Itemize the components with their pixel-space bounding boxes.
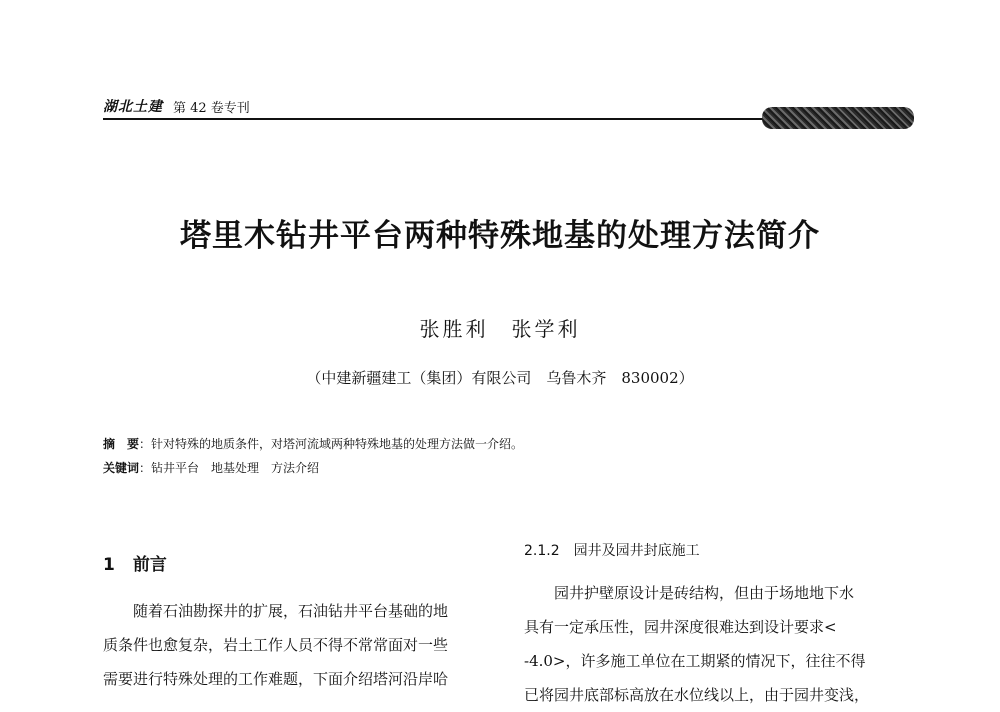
paragraph-line: 质条件也愈复杂，岩土工作人员不得不常常面对一些 [103,636,449,654]
left-column [103,594,503,696]
paragraph-line: 需要进行特殊处理的工作难题，下面介绍塔河沿岸哈 [103,670,449,688]
section-heading [103,550,167,575]
subsection-title: 园井及园井封底施工 [573,543,700,559]
journal-name: 湖北土建 [103,99,163,115]
right-column [524,536,916,712]
abstract-label: 摘 要 [103,437,140,451]
subsection-number: 2.1.2 [524,543,560,559]
header-rule [103,118,771,120]
keywords [103,459,319,476]
abstract-text: ：针对特殊的地质条件，对塔河流域两种特殊地基的处理方法做一介绍。 [139,437,524,451]
paragraph-line: -4.0>，许多施工单位在工期紧的情况下，往往不得 [524,652,866,670]
keywords-text: ：钻井平台 地基处理 方法介绍 [139,461,320,475]
paragraph-line: 已将园井底部标高放在水位线以上，由于园井变浅， [524,686,870,704]
affiliation: （中建新疆建工（集团）有限公司 乌鲁木齐 830002） [306,369,694,387]
issue-label: 第 42 卷专刊 [173,101,250,116]
abstract [103,435,523,452]
paper-title: 塔里木钻井平台两种特殊地基的处理方法简介 [180,218,820,254]
paragraph-line: 具有一定承压性，园井深度很难达到设计要求< [524,618,837,636]
header-decorative-band [762,107,914,129]
section-number: 1 [103,555,115,575]
keywords-label: 关键词 [103,461,140,475]
paragraph-line: 随着石油勘探井的扩展，石油钻井平台基础的地 [133,602,449,620]
subsection-heading [524,536,916,566]
paragraph-line: 园井护壁原设计是砖结构，但由于场地地下水 [554,584,855,602]
section-title: 前言 [132,555,167,575]
authors: 张胜利 张学利 [419,317,581,341]
